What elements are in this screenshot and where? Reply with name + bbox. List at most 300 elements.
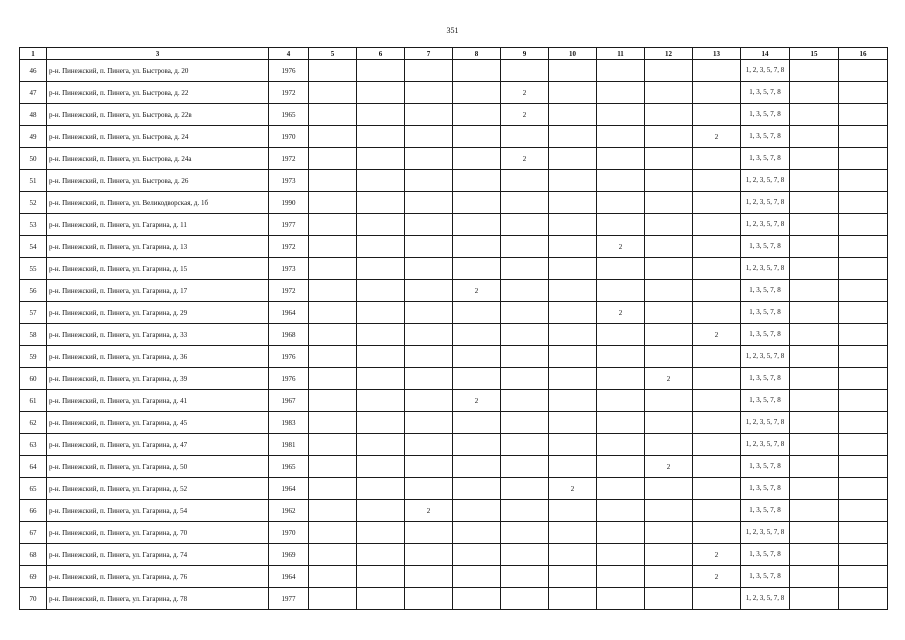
column-14-cell: 1, 2, 3, 5, 7, 8 <box>741 192 790 214</box>
empty-cell <box>453 60 501 82</box>
empty-cell <box>357 456 405 478</box>
column-header-10: 10 <box>549 48 597 60</box>
empty-cell <box>790 148 839 170</box>
empty-cell <box>645 82 693 104</box>
empty-cell <box>309 478 357 500</box>
column-13-cell: 2 <box>693 324 741 346</box>
year-cell: 1976 <box>269 346 309 368</box>
empty-cell <box>693 390 741 412</box>
empty-cell <box>357 324 405 346</box>
empty-cell <box>501 346 549 368</box>
empty-cell <box>501 456 549 478</box>
empty-cell <box>453 170 501 192</box>
empty-cell <box>549 148 597 170</box>
empty-cell <box>309 302 357 324</box>
empty-cell <box>309 368 357 390</box>
empty-cell <box>357 236 405 258</box>
empty-cell <box>501 302 549 324</box>
address-cell: р-н. Пинежский, п. Пинега, ул. Быстрова, д. 22 <box>47 82 269 104</box>
empty-cell <box>405 148 453 170</box>
address-cell: р-н. Пинежский, п. Пинега, ул. Гагарина, д. 33 <box>47 324 269 346</box>
address-cell: р-н. Пинежский, п. Пинега, ул. Гагарина, д. 74 <box>47 544 269 566</box>
address-cell: р-н. Пинежский, п. Пинега, ул. Быстрова, д. 26 <box>47 170 269 192</box>
empty-cell <box>839 368 888 390</box>
address-cell: р-н. Пинежский, п. Пинега, ул. Быстрова, д. 24 <box>47 126 269 148</box>
row-number-cell: 64 <box>20 456 47 478</box>
row-number-cell: 69 <box>20 566 47 588</box>
empty-cell <box>693 346 741 368</box>
empty-cell <box>549 456 597 478</box>
empty-cell <box>453 478 501 500</box>
table-row <box>20 544 888 566</box>
empty-cell <box>645 214 693 236</box>
row-number-cell: 51 <box>20 170 47 192</box>
empty-cell <box>549 566 597 588</box>
empty-cell <box>357 148 405 170</box>
empty-cell <box>453 544 501 566</box>
column-13-cell: 2 <box>693 544 741 566</box>
empty-cell <box>549 500 597 522</box>
table-row <box>20 390 888 412</box>
empty-cell <box>597 412 645 434</box>
empty-cell <box>549 82 597 104</box>
year-cell: 1965 <box>269 456 309 478</box>
empty-cell <box>309 104 357 126</box>
table-row <box>20 126 888 148</box>
column-13-cell: 2 <box>693 126 741 148</box>
empty-cell <box>645 434 693 456</box>
column-14-cell: 1, 3, 5, 7, 8 <box>741 104 790 126</box>
table-row <box>20 60 888 82</box>
empty-cell <box>597 566 645 588</box>
empty-cell <box>405 390 453 412</box>
empty-cell <box>790 192 839 214</box>
empty-cell <box>839 478 888 500</box>
empty-cell <box>357 390 405 412</box>
year-cell: 1972 <box>269 280 309 302</box>
empty-cell <box>549 588 597 610</box>
empty-cell <box>357 170 405 192</box>
empty-cell <box>501 280 549 302</box>
empty-cell <box>645 302 693 324</box>
empty-cell <box>453 126 501 148</box>
table-row <box>20 522 888 544</box>
year-cell: 1977 <box>269 588 309 610</box>
address-cell: р-н. Пинежский, п. Пинега, ул. Гагарина, д. 76 <box>47 566 269 588</box>
empty-cell <box>597 126 645 148</box>
empty-cell <box>839 60 888 82</box>
table-row <box>20 346 888 368</box>
address-cell: р-н. Пинежский, п. Пинега, ул. Великодворская, д. 1б <box>47 192 269 214</box>
empty-cell <box>645 192 693 214</box>
empty-cell <box>693 170 741 192</box>
year-cell: 1964 <box>269 478 309 500</box>
empty-cell <box>693 302 741 324</box>
empty-cell <box>405 60 453 82</box>
empty-cell <box>357 478 405 500</box>
column-14-cell: 1, 3, 5, 7, 8 <box>741 280 790 302</box>
empty-cell <box>597 214 645 236</box>
column-14-cell: 1, 3, 5, 7, 8 <box>741 544 790 566</box>
empty-cell <box>453 346 501 368</box>
column-14-cell: 1, 3, 5, 7, 8 <box>741 302 790 324</box>
table-header <box>20 48 888 60</box>
column-header-15: 15 <box>790 48 839 60</box>
empty-cell <box>309 434 357 456</box>
year-cell: 1964 <box>269 302 309 324</box>
column-14-cell: 1, 3, 5, 7, 8 <box>741 148 790 170</box>
table-row <box>20 588 888 610</box>
empty-cell <box>597 346 645 368</box>
empty-cell <box>790 170 839 192</box>
empty-cell <box>645 544 693 566</box>
year-cell: 1969 <box>269 544 309 566</box>
empty-cell <box>309 280 357 302</box>
address-cell: р-н. Пинежский, п. Пинега, ул. Гагарина, д. 39 <box>47 368 269 390</box>
empty-cell <box>357 368 405 390</box>
year-cell: 1962 <box>269 500 309 522</box>
empty-cell <box>549 236 597 258</box>
empty-cell <box>839 346 888 368</box>
column-9-cell: 2 <box>501 82 549 104</box>
empty-cell <box>839 324 888 346</box>
empty-cell <box>405 104 453 126</box>
row-number-cell: 65 <box>20 478 47 500</box>
empty-cell <box>597 390 645 412</box>
empty-cell <box>790 214 839 236</box>
empty-cell <box>549 412 597 434</box>
address-cell: р-н. Пинежский, п. Пинега, ул. Гагарина, д. 41 <box>47 390 269 412</box>
empty-cell <box>839 192 888 214</box>
address-cell: р-н. Пинежский, п. Пинега, ул. Гагарина, д. 13 <box>47 236 269 258</box>
empty-cell <box>645 60 693 82</box>
empty-cell <box>549 390 597 412</box>
empty-cell <box>597 258 645 280</box>
empty-cell <box>357 434 405 456</box>
table-row <box>20 236 888 258</box>
empty-cell <box>790 258 839 280</box>
table-row <box>20 456 888 478</box>
table-row <box>20 302 888 324</box>
empty-cell <box>790 566 839 588</box>
table-row <box>20 500 888 522</box>
empty-cell <box>790 346 839 368</box>
empty-cell <box>501 60 549 82</box>
building-register-table <box>19 47 888 610</box>
column-9-cell: 2 <box>501 104 549 126</box>
address-cell: р-н. Пинежский, п. Пинега, ул. Быстрова, д. 22в <box>47 104 269 126</box>
empty-cell <box>453 82 501 104</box>
empty-cell <box>790 456 839 478</box>
column-header-14: 14 <box>741 48 790 60</box>
empty-cell <box>357 258 405 280</box>
empty-cell <box>645 236 693 258</box>
empty-cell <box>597 522 645 544</box>
column-8-cell: 2 <box>453 390 501 412</box>
empty-cell <box>405 214 453 236</box>
empty-cell <box>405 302 453 324</box>
empty-cell <box>839 280 888 302</box>
row-number-cell: 63 <box>20 434 47 456</box>
empty-cell <box>549 104 597 126</box>
empty-cell <box>501 478 549 500</box>
empty-cell <box>597 434 645 456</box>
empty-cell <box>357 522 405 544</box>
empty-cell <box>453 214 501 236</box>
column-14-cell: 1, 2, 3, 5, 7, 8 <box>741 60 790 82</box>
empty-cell <box>693 588 741 610</box>
year-cell: 1965 <box>269 104 309 126</box>
table-body <box>20 60 888 610</box>
row-number-cell: 67 <box>20 522 47 544</box>
empty-cell <box>357 302 405 324</box>
empty-cell <box>405 236 453 258</box>
empty-cell <box>549 192 597 214</box>
year-cell: 1981 <box>269 434 309 456</box>
empty-cell <box>549 302 597 324</box>
empty-cell <box>453 104 501 126</box>
empty-cell <box>645 104 693 126</box>
empty-cell <box>405 82 453 104</box>
empty-cell <box>405 258 453 280</box>
empty-cell <box>549 60 597 82</box>
row-number-cell: 54 <box>20 236 47 258</box>
column-8-cell: 2 <box>453 280 501 302</box>
empty-cell <box>453 500 501 522</box>
column-14-cell: 1, 2, 3, 5, 7, 8 <box>741 170 790 192</box>
empty-cell <box>597 456 645 478</box>
empty-cell <box>453 368 501 390</box>
empty-cell <box>693 280 741 302</box>
empty-cell <box>790 126 839 148</box>
column-14-cell: 1, 2, 3, 5, 7, 8 <box>741 214 790 236</box>
empty-cell <box>839 522 888 544</box>
empty-cell <box>693 368 741 390</box>
year-cell: 1972 <box>269 82 309 104</box>
row-number-cell: 66 <box>20 500 47 522</box>
empty-cell <box>453 192 501 214</box>
empty-cell <box>549 214 597 236</box>
column-header-9: 9 <box>501 48 549 60</box>
empty-cell <box>645 258 693 280</box>
empty-cell <box>501 390 549 412</box>
row-number-cell: 56 <box>20 280 47 302</box>
empty-cell <box>597 148 645 170</box>
column-12-cell: 2 <box>645 368 693 390</box>
year-cell: 1972 <box>269 148 309 170</box>
column-header-4: 4 <box>269 48 309 60</box>
empty-cell <box>501 170 549 192</box>
address-cell: р-н. Пинежский, п. Пинега, ул. Гагарина, д. 50 <box>47 456 269 478</box>
header-row <box>20 48 888 60</box>
year-cell: 1968 <box>269 324 309 346</box>
empty-cell <box>357 588 405 610</box>
column-header-13: 13 <box>693 48 741 60</box>
empty-cell <box>501 412 549 434</box>
column-14-cell: 1, 3, 5, 7, 8 <box>741 390 790 412</box>
column-14-cell: 1, 2, 3, 5, 7, 8 <box>741 434 790 456</box>
empty-cell <box>309 412 357 434</box>
empty-cell <box>357 566 405 588</box>
empty-cell <box>357 280 405 302</box>
empty-cell <box>309 148 357 170</box>
empty-cell <box>549 434 597 456</box>
empty-cell <box>693 82 741 104</box>
column-14-cell: 1, 3, 5, 7, 8 <box>741 368 790 390</box>
empty-cell <box>309 214 357 236</box>
empty-cell <box>645 346 693 368</box>
empty-cell <box>597 192 645 214</box>
column-14-cell: 1, 3, 5, 7, 8 <box>741 126 790 148</box>
empty-cell <box>645 412 693 434</box>
address-cell: р-н. Пинежский, п. Пинега, ул. Гагарина, д. 45 <box>47 412 269 434</box>
empty-cell <box>790 434 839 456</box>
year-cell: 1976 <box>269 60 309 82</box>
empty-cell <box>501 368 549 390</box>
row-number-cell: 47 <box>20 82 47 104</box>
empty-cell <box>405 126 453 148</box>
empty-cell <box>790 280 839 302</box>
empty-cell <box>453 258 501 280</box>
empty-cell <box>405 346 453 368</box>
empty-cell <box>790 522 839 544</box>
empty-cell <box>501 126 549 148</box>
empty-cell <box>790 60 839 82</box>
empty-cell <box>839 148 888 170</box>
empty-cell <box>645 324 693 346</box>
empty-cell <box>405 412 453 434</box>
table-row <box>20 148 888 170</box>
year-cell: 1983 <box>269 412 309 434</box>
empty-cell <box>549 170 597 192</box>
empty-cell <box>693 412 741 434</box>
table-row <box>20 324 888 346</box>
empty-cell <box>645 280 693 302</box>
column-14-cell: 1, 3, 5, 7, 8 <box>741 236 790 258</box>
empty-cell <box>790 236 839 258</box>
empty-cell <box>453 456 501 478</box>
column-14-cell: 1, 2, 3, 5, 7, 8 <box>741 522 790 544</box>
empty-cell <box>549 368 597 390</box>
empty-cell <box>839 390 888 412</box>
empty-cell <box>839 214 888 236</box>
empty-cell <box>645 478 693 500</box>
column-10-cell: 2 <box>549 478 597 500</box>
empty-cell <box>405 456 453 478</box>
column-14-cell: 1, 3, 5, 7, 8 <box>741 500 790 522</box>
column-14-cell: 1, 3, 5, 7, 8 <box>741 566 790 588</box>
empty-cell <box>501 500 549 522</box>
table-row <box>20 280 888 302</box>
address-cell: р-н. Пинежский, п. Пинега, ул. Быстрова, д. 20 <box>47 60 269 82</box>
table-row <box>20 412 888 434</box>
empty-cell <box>549 522 597 544</box>
column-header-7: 7 <box>405 48 453 60</box>
empty-cell <box>405 324 453 346</box>
empty-cell <box>405 522 453 544</box>
row-number-cell: 49 <box>20 126 47 148</box>
empty-cell <box>597 104 645 126</box>
year-cell: 1972 <box>269 236 309 258</box>
row-number-cell: 59 <box>20 346 47 368</box>
empty-cell <box>790 412 839 434</box>
address-cell: р-н. Пинежский, п. Пинега, ул. Гагарина, д. 78 <box>47 588 269 610</box>
empty-cell <box>549 280 597 302</box>
empty-cell <box>309 236 357 258</box>
empty-cell <box>645 500 693 522</box>
empty-cell <box>645 390 693 412</box>
empty-cell <box>790 500 839 522</box>
address-cell: р-н. Пинежский, п. Пинега, ул. Гагарина, д. 17 <box>47 280 269 302</box>
empty-cell <box>549 346 597 368</box>
empty-cell <box>309 390 357 412</box>
empty-cell <box>597 588 645 610</box>
row-number-cell: 50 <box>20 148 47 170</box>
column-11-cell: 2 <box>597 236 645 258</box>
column-header-11: 11 <box>597 48 645 60</box>
empty-cell <box>597 368 645 390</box>
column-header-6: 6 <box>357 48 405 60</box>
row-number-cell: 60 <box>20 368 47 390</box>
row-number-cell: 62 <box>20 412 47 434</box>
address-cell: р-н. Пинежский, п. Пинега, ул. Гагарина, д. 47 <box>47 434 269 456</box>
empty-cell <box>597 280 645 302</box>
year-cell: 1967 <box>269 390 309 412</box>
row-number-cell: 53 <box>20 214 47 236</box>
empty-cell <box>790 544 839 566</box>
empty-cell <box>645 588 693 610</box>
row-number-cell: 48 <box>20 104 47 126</box>
table-row <box>20 82 888 104</box>
empty-cell <box>501 258 549 280</box>
row-number-cell: 55 <box>20 258 47 280</box>
empty-cell <box>693 522 741 544</box>
empty-cell <box>645 566 693 588</box>
empty-cell <box>549 324 597 346</box>
empty-cell <box>405 478 453 500</box>
empty-cell <box>309 324 357 346</box>
empty-cell <box>309 522 357 544</box>
row-number-cell: 58 <box>20 324 47 346</box>
empty-cell <box>405 192 453 214</box>
row-number-cell: 57 <box>20 302 47 324</box>
empty-cell <box>597 60 645 82</box>
empty-cell <box>693 258 741 280</box>
empty-cell <box>790 368 839 390</box>
empty-cell <box>405 368 453 390</box>
empty-cell <box>453 236 501 258</box>
empty-cell <box>790 478 839 500</box>
column-7-cell: 2 <box>405 500 453 522</box>
empty-cell <box>693 60 741 82</box>
empty-cell <box>839 126 888 148</box>
empty-cell <box>839 258 888 280</box>
column-14-cell: 1, 2, 3, 5, 7, 8 <box>741 258 790 280</box>
column-14-cell: 1, 2, 3, 5, 7, 8 <box>741 346 790 368</box>
empty-cell <box>839 588 888 610</box>
empty-cell <box>597 82 645 104</box>
column-14-cell: 1, 3, 5, 7, 8 <box>741 478 790 500</box>
empty-cell <box>501 566 549 588</box>
column-14-cell: 1, 2, 3, 5, 7, 8 <box>741 412 790 434</box>
empty-cell <box>309 258 357 280</box>
empty-cell <box>309 346 357 368</box>
empty-cell <box>693 456 741 478</box>
empty-cell <box>597 170 645 192</box>
empty-cell <box>597 324 645 346</box>
empty-cell <box>501 522 549 544</box>
empty-cell <box>357 104 405 126</box>
